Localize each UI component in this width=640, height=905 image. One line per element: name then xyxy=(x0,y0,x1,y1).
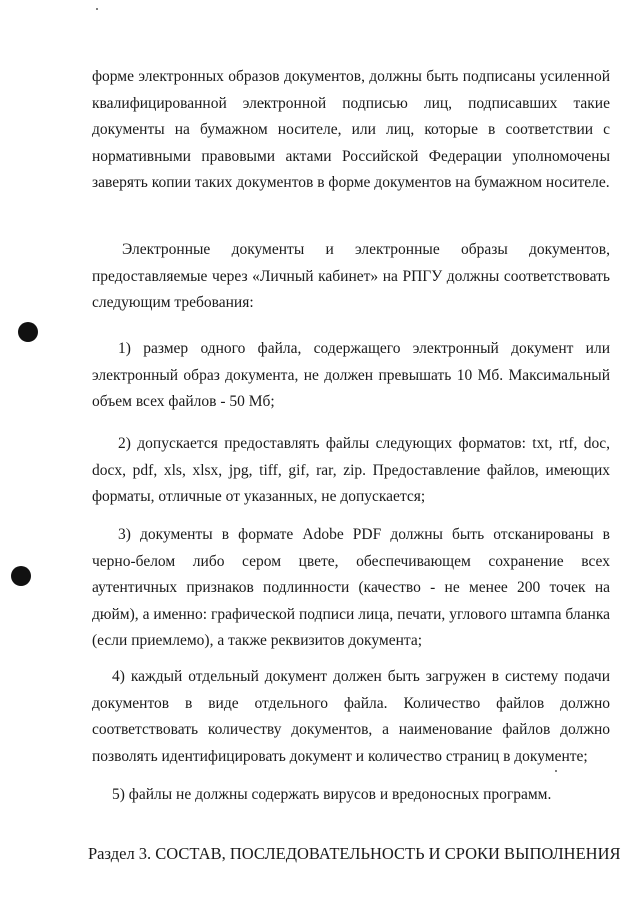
section-heading: Раздел 3. СОСТАВ, ПОСЛЕДОВАТЕЛЬНОСТЬ И СРОКИ ВЫПОЛНЕНИЯ xyxy=(88,844,621,863)
list-item-pdf-scanning: 3) документы в формате Adobe PDF должны быть отсканированы в черно-белом либо сером цвете, обеспечивающем сохранение всех аутентичных признаков подлинности (качество - не менее 200 точек на дюйм), а именно: графической подписи лица, печати, углового штампа бланка (если приемлемо), а также реквизитов документа; xyxy=(92,526,610,649)
paragraph-continuation: формe электронных образов документов, должны быть подписаны усиленной квалифицированной электронной подписью лиц, подписавших такие документы на бумажном носителе, или лиц, которые в соответствии с нормативными правовыми актами Российской Федерации уполномочены заверять копии таких документов в форме документов на бумажном носителе. xyxy=(92,68,610,191)
list-item-file-formats: 2) допускается предоставлять файлы следующих форматов: txt, rtf, doc, docx, pdf, xls, xlsx, jpg, tiff, gif, rar, zip. Предоставление файлов, имеющих форматы, отличные от указанных, не допускается; xyxy=(92,435,610,505)
list-item-file-size: 1) размер одного файла, содержащего электронный документ или электронный образ документа, не должен превышать 10 Мб. Максимальный объем всех файлов - 50 Мб; xyxy=(92,340,610,410)
punch-hole-mark xyxy=(18,322,38,342)
paragraph-requirements-intro: Электронные документы и электронные образы документов, предоставляемые через «Личный кабинет» на РПГУ должны соответствовать следующим требования: xyxy=(92,241,610,311)
scan-speck xyxy=(555,770,557,772)
list-item-no-viruses: 5) файлы не должны содержать вирусов и вредоносных программ. xyxy=(112,786,552,803)
scan-speck xyxy=(96,8,98,10)
punch-hole-mark xyxy=(11,566,31,586)
list-item-separate-files: 4) каждый отдельный документ должен быть загружен в систему подачи документов в виде отдельного файла. Количество файлов должно соответствовать количеству документов, а наименование файлов должно позволять идентифицировать документ и количество страниц в документе; xyxy=(92,668,610,765)
